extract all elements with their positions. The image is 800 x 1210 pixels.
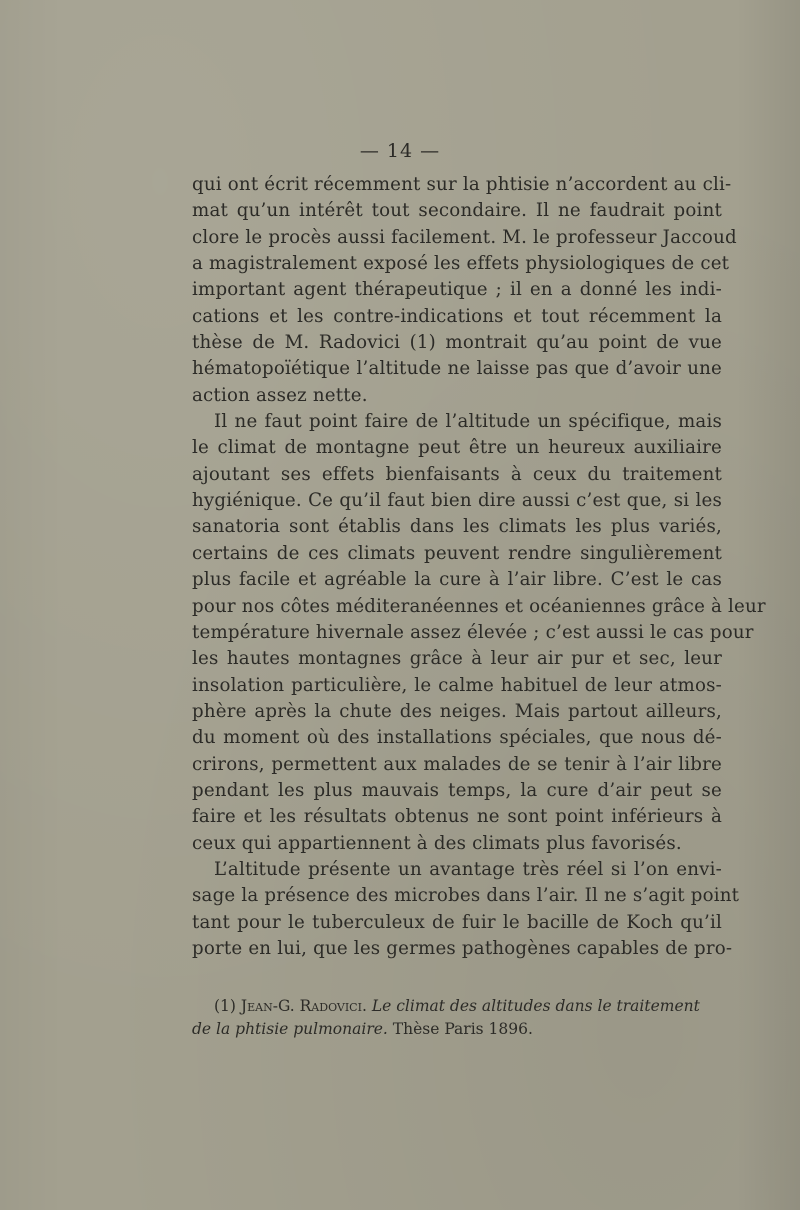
text-line: pour nos côtes méditeranéennes et océaniennes grâce à leur [192, 595, 766, 617]
footnote-author: Jean-G. Radovici. [240, 997, 367, 1015]
text-line: insolation particulière, le calme habituel de leur atmos- [192, 674, 722, 696]
footnote-title: Le climat des altitudes dans le traitement [371, 997, 700, 1015]
footnote-line [192, 1018, 722, 1041]
text-line: du moment où des installations spéciales, que nous dé- [192, 727, 722, 749]
text-line: faire et les résultats obtenus ne sont point inférieurs à [192, 806, 722, 828]
text-line: hématopoïétique l’altitude ne laisse pas que d’avoir une [192, 358, 722, 380]
text-line: le climat de montagne peut être un heureux auxiliaire [192, 437, 722, 459]
text-line: porte en lui, que les germes pathogènes capables de pro- [192, 937, 733, 959]
text-line: a magistralement exposé les effets physiologiques de cet [192, 253, 730, 275]
text-line: important agent thérapeutique ; il en a donné les indi- [192, 279, 722, 301]
text-line: certains de ces climats peuvent rendre singulièrement [192, 542, 722, 564]
text-line: cations et les contre-indications et tout récemment la [192, 305, 722, 327]
text-line: plus facile et agréable la cure à l’air libre. C’est le cas [192, 569, 722, 591]
footnote-number: (1) [214, 997, 236, 1015]
text-line: mat qu’un intérêt tout secondaire. Il ne faudrait point [192, 200, 722, 222]
text-line: Il ne faut point faire de l’altitude un spécifique, mais [214, 411, 722, 433]
text-line: phère après la chute des neiges. Mais partout ailleurs, [192, 700, 722, 722]
text-line: tant pour le tuberculeux de fuir le bacille de Koch qu’il [192, 911, 722, 933]
page-number: — 14 — [359, 140, 441, 162]
text-line: sage la présence des microbes dans l’air. Il ne s’agit point [192, 885, 740, 907]
text-line: clore le procès aussi facilement. M. le professeur Jaccoud [192, 226, 737, 248]
footnote-line [192, 995, 722, 1018]
text-line: crirons, permettent aux malades de se tenir à l’air libre [192, 753, 722, 775]
text-line: sanatoria sont établis dans les climats les plus variés, [192, 516, 722, 538]
footnote-thesis: Thèse Paris 1896. [392, 1020, 533, 1038]
text-line: température hivernale assez élevée ; c’est aussi le cas pour [192, 621, 754, 643]
text-line: ceux qui appartiennent à des climats plus favorisés. [192, 832, 682, 854]
text-line: pendant les plus mauvais temps, la cure d’air peut se [192, 779, 722, 801]
text-line: action assez nette. [192, 384, 368, 406]
text-line: ajoutant ses effets bienfaisants à ceux du traitement [192, 463, 722, 485]
text-line: thèse de M. Radovici (1) montrait qu’au point de vue [192, 332, 722, 354]
body-text [192, 172, 766, 962]
text-line: les hautes montagnes grâce à leur air pur et sec, leur [192, 648, 722, 670]
text-line: hygiénique. Ce qu’il faut bien dire aussi c’est que, si les [192, 490, 722, 512]
footnote [192, 995, 722, 1041]
footnote-title-continued: de la phtisie pulmonaire. [192, 1020, 388, 1038]
text-line: qui ont écrit récemment sur la phtisie n’accordent au cli- [192, 174, 732, 195]
text-line: L’altitude présente un avantage très réel si l’on envi- [214, 858, 722, 880]
